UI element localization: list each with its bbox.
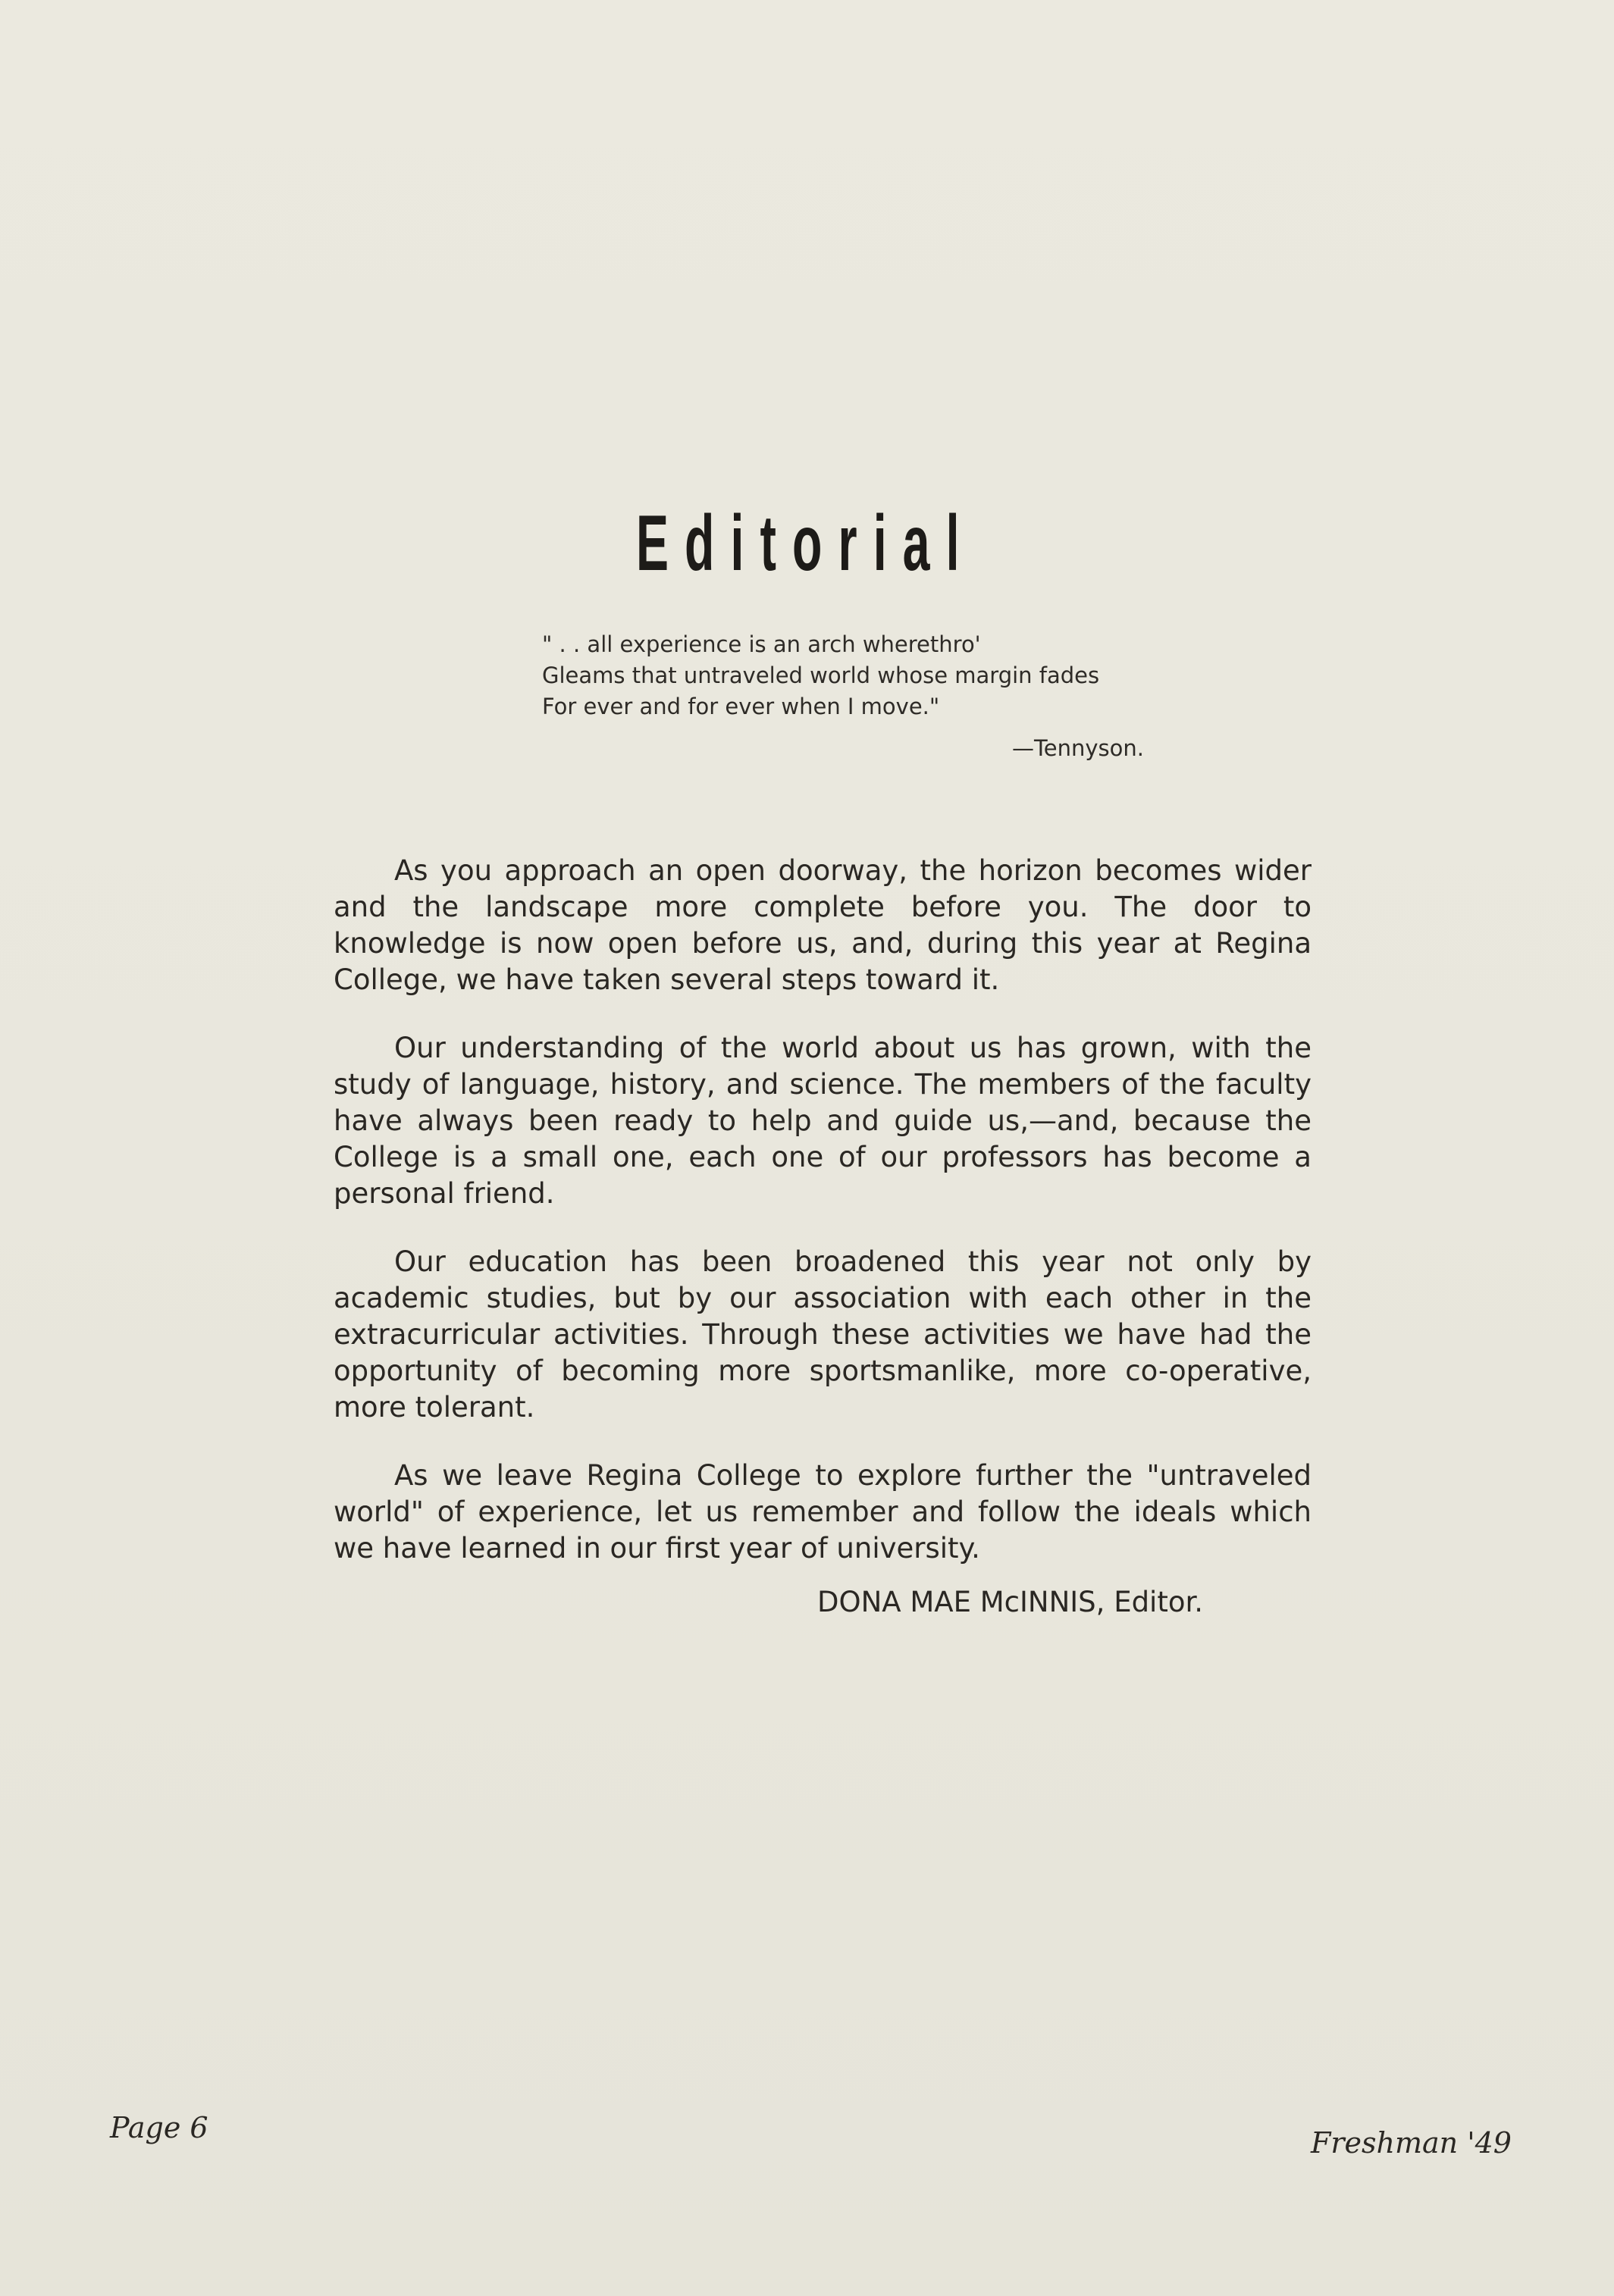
page-title: Editorial [635,500,976,587]
epigraph-line: For ever and for ever when I move." [542,694,940,719]
page-number: Page 6 [110,2111,208,2144]
epigraph-line: " . . all experience is an arch wherethro' [542,631,981,657]
paragraph: As you approach an open doorway, the horizon becomes wider and the landscape more complete before you. The door to knowledge is now open before us, and, during this year at Regina College, we have taken several steps toward it. [334,854,1312,996]
editor-signature: DONA MAE McINNIS, Editor. [817,1586,1204,1618]
editorial-body [334,853,1312,1599]
epigraph-quote [542,629,1209,764]
epigraph-line: Gleams that untraveled world whose margin fades [542,662,1100,688]
paragraph: Our education has been broadened this year not only by academic studies, but by our association with each other in the extracurricular activities. Through these activities we have had the opportunity of becoming more sportsmanlike, more co-operative, more tolerant. [334,1245,1312,1424]
paragraph: As we leave Regina College to explore further the "untraveled world" of experience, let us remember and follow the ideals which we have learned in our first year of university. [334,1459,1312,1565]
publication-name: Freshman '49 [1310,2126,1512,2160]
epigraph-attribution: —Tennyson. [1012,735,1144,761]
paragraph: Our understanding of the world about us has grown, with the study of language, history, and science. The members of the faculty have always been ready to help and guide us,—and, because the College is a small one, each one of our professors has become a personal friend. [334,1032,1312,1210]
